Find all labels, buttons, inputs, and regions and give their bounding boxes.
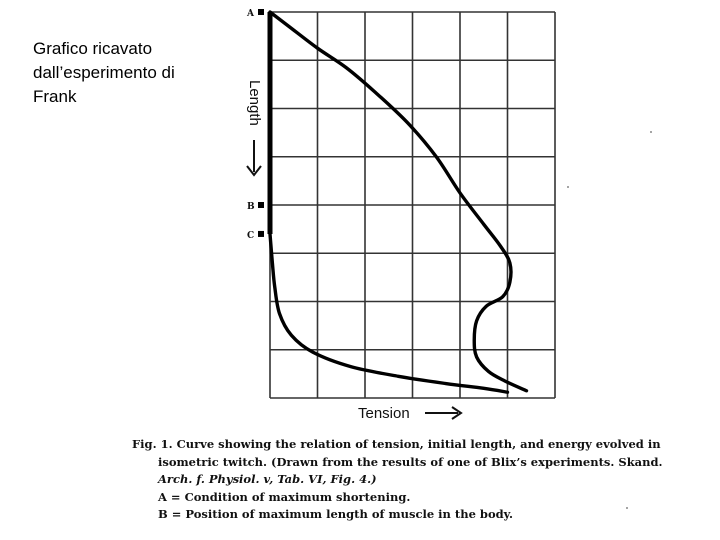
chart-grid xyxy=(270,12,555,398)
x-axis-label: Tension xyxy=(358,405,410,422)
figure-caption-line: Fig. 1. Curve showing the relation of tension, initial length, and energy evolved in xyxy=(132,437,661,451)
y-axis-label-group xyxy=(246,80,263,175)
series-line-2 xyxy=(270,234,508,392)
chart-curves xyxy=(270,12,527,392)
axis-marker-tick xyxy=(258,202,264,208)
x-axis-label-group xyxy=(358,405,461,422)
scan-speck xyxy=(626,507,628,509)
slide-caption-line: Frank xyxy=(33,87,77,106)
scan-speck xyxy=(567,186,569,188)
series-line-1 xyxy=(270,12,527,391)
figure-caption-line: Arch. f. Physiol. v, Tab. VI, Fig. 4.) xyxy=(158,472,377,486)
y-axis-label: Length xyxy=(246,80,263,126)
slide-caption-line: dall’esperimento di xyxy=(33,63,175,82)
figure-caption xyxy=(132,436,692,524)
axis-marker-tick xyxy=(258,231,264,237)
slide-caption-line: Grafico ricavato xyxy=(33,39,153,58)
scan-speck xyxy=(650,131,652,133)
axis-marker-label: B xyxy=(247,202,255,212)
figure-caption-line: B = Position of maximum length of muscle in the body. xyxy=(158,507,514,521)
axis-marker-label: C xyxy=(247,230,255,241)
axis-marker-label: A xyxy=(247,9,254,19)
figure-caption-line: A = Condition of maximum shortening. xyxy=(158,489,411,504)
axis-marker-tick xyxy=(258,9,264,15)
figure-caption-line: isometric twitch. (Drawn from the results of one of Blix’s experiments. Skand. xyxy=(158,454,663,469)
